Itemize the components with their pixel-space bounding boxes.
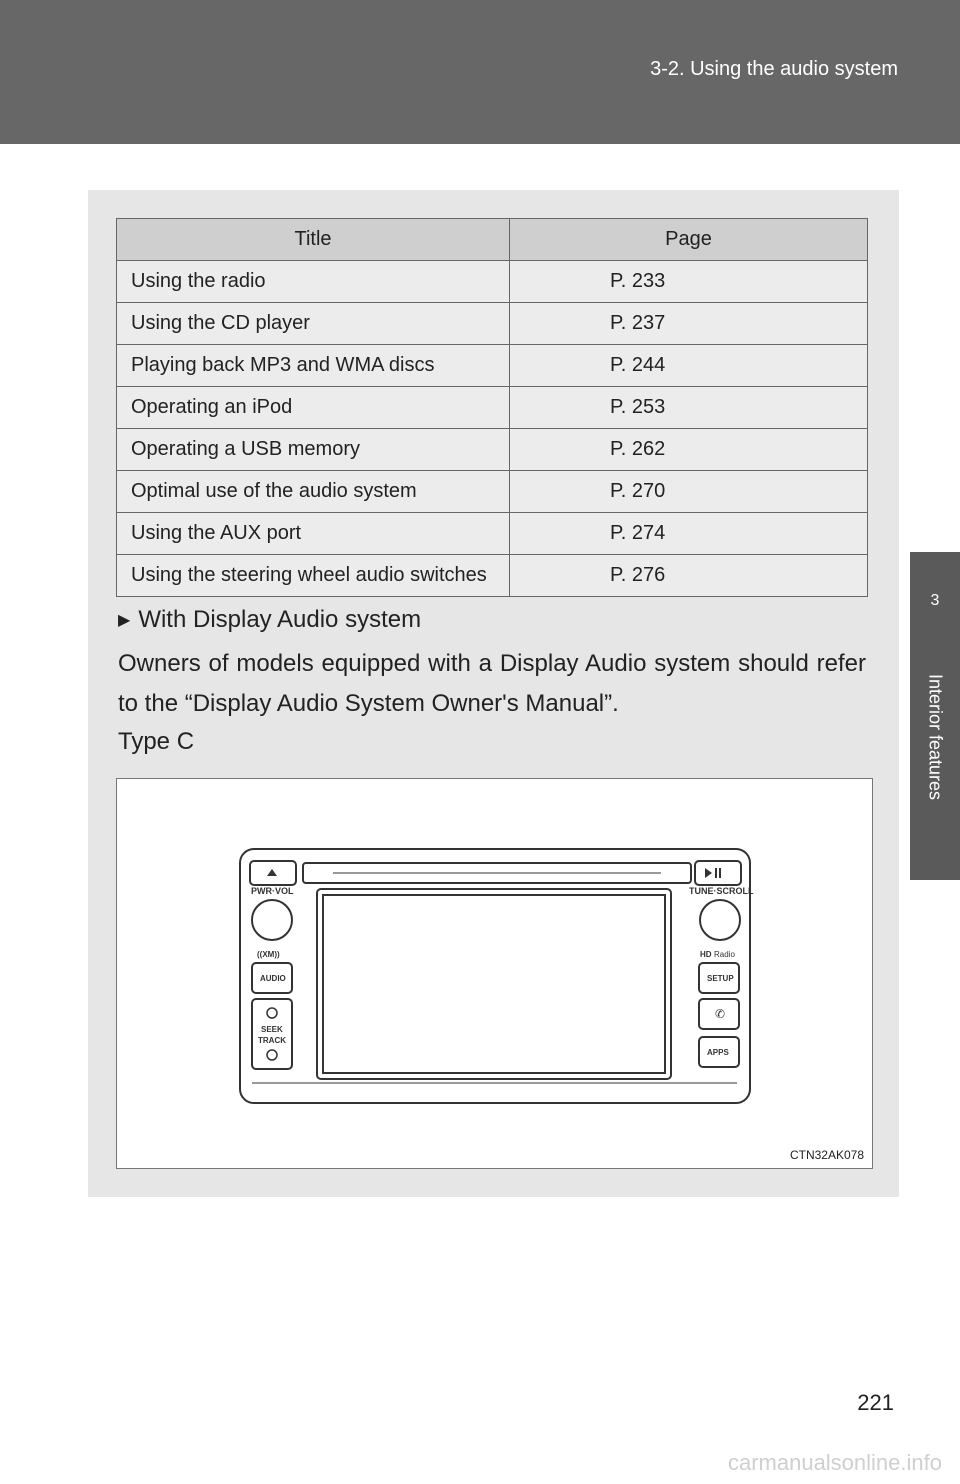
subheading-text: With Display Audio system — [138, 606, 422, 633]
audio-unit-figure — [116, 778, 873, 1169]
seek-label: SEEK — [261, 1025, 283, 1034]
audio-label: AUDIO — [260, 974, 286, 983]
display-screen — [323, 895, 665, 1073]
row-title: Optimal use of the audio system — [117, 471, 510, 513]
row-page: P. 276 — [510, 555, 868, 597]
table-row — [117, 261, 868, 303]
row-title: Using the CD player — [117, 303, 510, 345]
tune-scroll-knob — [700, 900, 740, 940]
table-row — [117, 303, 868, 345]
apps-label: APPS — [707, 1048, 729, 1057]
section-title: 3-2. Using the audio system — [650, 58, 898, 80]
row-title: Operating an iPod — [117, 387, 510, 429]
track-label: TRACK — [258, 1036, 286, 1045]
eject-icon — [267, 869, 277, 876]
play-pause-button — [695, 861, 741, 885]
pwr-vol-label: PWR·VOL — [251, 886, 294, 896]
watermark: carmanualsonline.info — [727, 1450, 942, 1475]
phone-icon: ✆ — [715, 1007, 726, 1021]
row-page: P. 253 — [510, 387, 868, 429]
setup-label: SETUP — [707, 974, 734, 983]
hd-label: HD — [700, 950, 712, 959]
row-page: P. 270 — [510, 471, 868, 513]
seek-track-button — [252, 999, 292, 1069]
audio-unit-illustration — [117, 779, 872, 1168]
page-header — [0, 0, 960, 144]
table-row — [117, 387, 868, 429]
row-page: P. 262 — [510, 429, 868, 471]
subheading — [118, 606, 421, 634]
table-row — [117, 513, 868, 555]
row-title: Using the radio — [117, 261, 510, 303]
table-header-row — [117, 219, 868, 261]
contents-table — [116, 218, 868, 597]
table-header-page: Page — [510, 219, 868, 261]
type-label: Type C — [118, 728, 195, 755]
body-paragraph: Owners of models equipped with a Display Audio system should refer to the “Display Audio System Owner's Manual”. — [118, 650, 866, 717]
content-panel — [88, 190, 899, 1197]
chapter-number: 3 — [930, 592, 940, 609]
xm-label: ((XM)) — [257, 950, 280, 959]
chapter-name: Interior features — [925, 673, 946, 801]
play-icon — [705, 868, 712, 878]
row-title: Playing back MP3 and WMA discs — [117, 345, 510, 387]
tune-scroll-label: TUNE·SCROLL — [689, 886, 754, 896]
row-page: P. 237 — [510, 303, 868, 345]
chapter-tab — [910, 552, 960, 880]
table-row — [117, 429, 868, 471]
row-title: Using the steering wheel audio switches — [117, 555, 510, 597]
pwr-vol-knob — [252, 900, 292, 940]
row-title: Operating a USB memory — [117, 429, 510, 471]
radio-label: Radio — [714, 950, 735, 959]
triangle-bullet-icon: ▶ — [118, 612, 131, 629]
row-title: Using the AUX port — [117, 513, 510, 555]
row-page: P. 274 — [510, 513, 868, 555]
page-number: 221 — [857, 1390, 894, 1415]
table-row — [117, 555, 868, 597]
table-row — [117, 345, 868, 387]
row-page: P. 233 — [510, 261, 868, 303]
row-page: P. 244 — [510, 345, 868, 387]
table-row — [117, 471, 868, 513]
figure-code: CTN32AK078 — [789, 1148, 864, 1162]
table-header-title: Title — [117, 219, 510, 261]
